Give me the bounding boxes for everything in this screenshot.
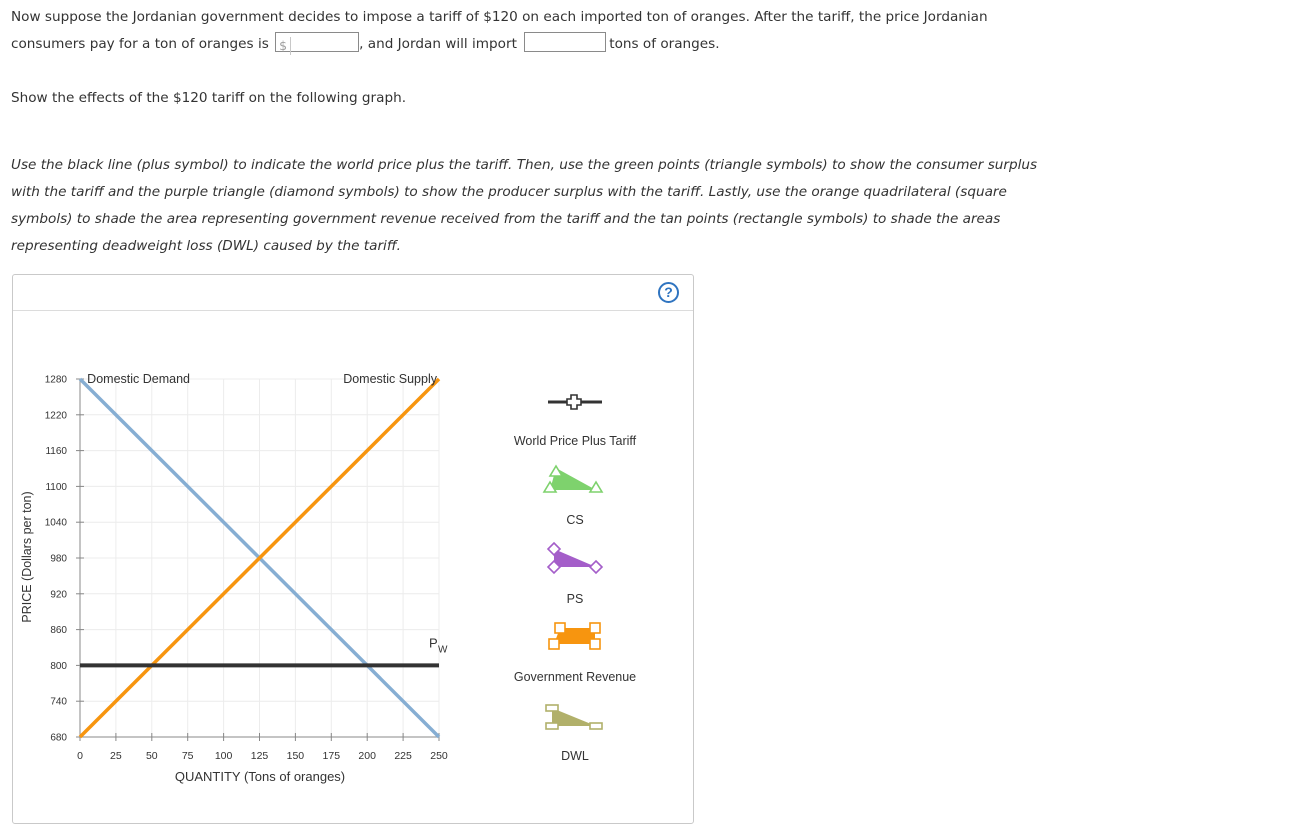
y-tick-label: 1100 (45, 481, 67, 493)
x-tick-label: 25 (110, 750, 122, 762)
question-line-1 (11, 4, 988, 31)
supply-curve-label: Domestic Supply (343, 372, 437, 386)
ps-fill-shape (554, 549, 596, 567)
y-tick-label: 1040 (44, 517, 67, 529)
rectangle-point-icon[interactable] (546, 705, 558, 711)
rectangle-point-icon[interactable] (546, 723, 558, 729)
x-tick-label: 225 (394, 750, 412, 762)
x-axis-label: QUANTITY (Tons of oranges) (174, 769, 346, 784)
x-tick-label: 125 (250, 750, 269, 762)
y-tick-label: 1280 (44, 374, 67, 386)
x-tick-label: 50 (145, 750, 158, 762)
ps-label: PS (566, 592, 584, 606)
dwl-label: DWL (561, 749, 589, 763)
y-tick-label: 980 (50, 553, 67, 565)
triangle-point-icon[interactable] (590, 482, 602, 492)
instruction-line-4: representing deadweight loss (DWL) caused by the tariff. (11, 238, 401, 254)
y-axis-label: PRICE (Dollars per ton) (20, 491, 34, 623)
world-price-label: P (428, 635, 438, 651)
question-line-2 (11, 31, 720, 58)
tool-palette (514, 395, 637, 763)
world-price-label-subscript: W (437, 644, 448, 656)
question-text-2b: , and Jordan will import (359, 36, 517, 52)
x-tick-label: 0 (77, 750, 83, 762)
instruction-line-1: Use the black line (plus symbol) to indicate the world price plus the tariff. Then, use the green points (triangle symbols) to show the consumer surplus (11, 157, 1038, 173)
square-point-icon[interactable] (549, 639, 559, 649)
y-tick-label: 1220 (44, 410, 67, 422)
x-tick-label: 175 (322, 750, 341, 762)
x-tick-label: 100 (214, 750, 233, 762)
x-tick-label: 200 (358, 750, 376, 762)
plus-icon[interactable] (567, 395, 581, 409)
y-tick-label: 680 (50, 732, 67, 744)
y-tick-label: 800 (50, 660, 67, 672)
square-point-icon[interactable] (590, 623, 600, 633)
x-tick-label: 150 (286, 750, 305, 762)
square-point-icon[interactable] (555, 623, 565, 633)
palette-deadweight-loss[interactable] (546, 705, 602, 763)
palette-world-price-plus-tariff[interactable] (514, 395, 637, 448)
price-input[interactable] (275, 32, 359, 52)
question-text-2c: tons of oranges. (609, 36, 720, 52)
cs-label: CS (566, 513, 584, 527)
quantity-input[interactable] (524, 32, 606, 52)
palette-consumer-surplus[interactable] (544, 466, 602, 527)
instruction-line-3: symbols) to shade the area representing government revenue received from the tariff and the tan points (rectangle symbols) to shade the areas (11, 211, 1001, 227)
palette-government-revenue[interactable] (514, 623, 636, 684)
help-button[interactable]: ? (658, 282, 679, 303)
government-revenue-label: Government Revenue (513, 670, 637, 684)
world-price-tariff-label: World Price Plus Tariff (513, 434, 637, 448)
question-text-1: Now suppose the Jordanian government decides to impose a tariff of $120 on each imported ton of oranges. After the tariff, the price Jordanian (11, 9, 988, 25)
x-tick-label: 75 (181, 750, 194, 762)
y-tick-label: 740 (50, 696, 67, 708)
question-text-2a: consumers pay for a ton of oranges is (11, 36, 269, 52)
graph-panel (12, 274, 694, 824)
demand-curve-label: Domestic Demand (87, 372, 191, 386)
square-point-icon[interactable] (590, 639, 600, 649)
palette-producer-surplus[interactable] (548, 543, 602, 606)
x-tick-label: 250 (430, 750, 448, 762)
y-tick-label: 1160 (45, 446, 67, 458)
y-tick-label: 920 (50, 589, 67, 601)
y-tick-label: 860 (50, 625, 67, 637)
dollar-prefix: $ (276, 37, 291, 55)
diamond-point-icon[interactable] (590, 561, 602, 573)
graph-canvas[interactable] (13, 275, 693, 823)
rectangle-point-icon[interactable] (590, 723, 602, 729)
show-effects-text: Show the effects of the $120 tariff on the following graph. (11, 90, 407, 106)
instruction-line-2: with the tariff and the purple triangle (diamond symbols) to show the producer surplus with the tariff. Lastly, use the orange quadrilateral (square (11, 184, 1007, 200)
